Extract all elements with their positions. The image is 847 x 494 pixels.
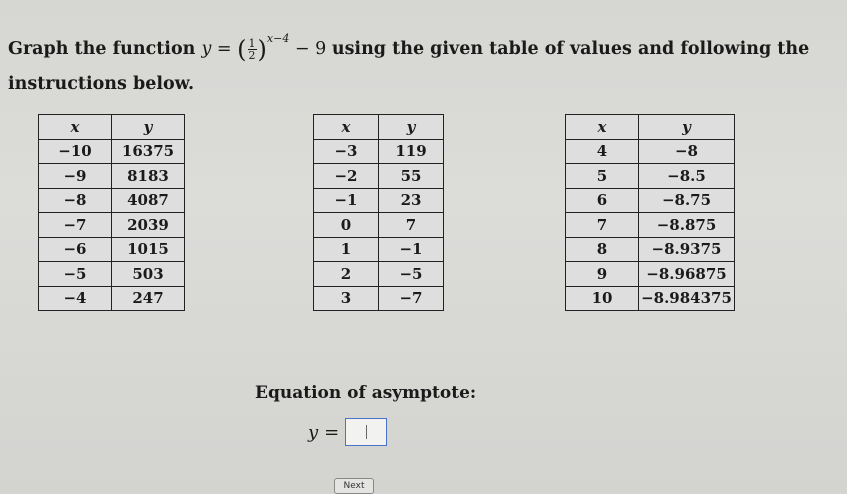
table-row [314,139,444,164]
table-row [314,164,444,189]
table-row [566,188,735,213]
table-row [566,262,735,287]
x-cell: −2 [314,164,379,189]
function-rest: − 9 [294,39,327,59]
instructions [8,22,844,101]
values-table-3 [565,114,735,311]
column-header-y: y [112,115,185,140]
table-row [39,286,185,311]
table-row [566,164,735,189]
asymptote-answer-input[interactable] [345,418,387,446]
y-cell: 55 [379,164,444,189]
x-cell: 10 [566,286,639,311]
asymptote-label: Equation of asymptote: [255,383,477,403]
y-cell: 16375 [112,139,185,164]
table-row [314,188,444,213]
x-cell: −5 [39,262,112,287]
instructions-suffix: using the given table of values and following the instructions below. [8,39,810,94]
table-row [314,213,444,238]
function-lhs: y = [201,39,232,59]
x-cell: −9 [39,164,112,189]
y-cell: 7 [379,213,444,238]
asymptote-equation [308,418,387,446]
x-cell: −8 [39,188,112,213]
x-cell: 2 [314,262,379,287]
y-cell: 8183 [112,164,185,189]
table-row [39,237,185,262]
column-header-y: y [379,115,444,140]
values-table-1 [38,114,185,311]
x-cell: −4 [39,286,112,311]
text-cursor [366,425,367,439]
function-expression: y = ( $\frac{1}{2}$ )$^{x-4}$ − 9 [201,32,327,64]
x-cell: 1 [314,237,379,262]
instructions-prefix: Graph the function [8,39,202,59]
y-cell: −8 [639,139,735,164]
y-cell: −5 [379,262,444,287]
y-cell: −8.9375 [639,237,735,262]
table-row [39,262,185,287]
y-cell: 2039 [112,213,185,238]
y-cell: −8.984375 [639,286,735,311]
y-cell: −8.5 [639,164,735,189]
x-cell: 9 [566,262,639,287]
next-button[interactable]: Next [334,478,374,494]
base-fraction: $\frac{1}{2}$ [248,37,256,62]
x-cell: −7 [39,213,112,238]
x-cell: 8 [566,237,639,262]
y-cell: 503 [112,262,185,287]
y-cell: 1015 [112,237,185,262]
x-cell: 7 [566,213,639,238]
table-row [314,286,444,311]
column-header-x: x [39,115,112,140]
table-row [39,139,185,164]
column-header-x: x [566,115,639,140]
table-row [566,237,735,262]
y-cell: 119 [379,139,444,164]
y-cell: 23 [379,188,444,213]
table-row [566,286,735,311]
x-cell: −1 [314,188,379,213]
y-cell: −1 [379,237,444,262]
table-row [39,188,185,213]
y-cell: 4087 [112,188,185,213]
y-cell: −8.875 [639,213,735,238]
x-cell: 5 [566,164,639,189]
x-cell: 0 [314,213,379,238]
y-cell: −8.96875 [639,262,735,287]
table-row [314,262,444,287]
table-row [39,213,185,238]
table-row [39,164,185,189]
table-row [566,213,735,238]
y-cell: 247 [112,286,185,311]
values-table-2 [313,114,444,311]
x-cell: −6 [39,237,112,262]
table-row [566,139,735,164]
y-cell: −8.75 [639,188,735,213]
x-cell: −10 [39,139,112,164]
table-row [314,237,444,262]
x-cell: 4 [566,139,639,164]
x-cell: 3 [314,286,379,311]
exponent: x−4 [266,32,290,45]
asymptote-variable: y [308,421,319,443]
y-cell: −7 [379,286,444,311]
column-header-x: x [314,115,379,140]
x-cell: −3 [314,139,379,164]
x-cell: 6 [566,188,639,213]
equals-sign: = [324,421,340,443]
column-header-y: y [639,115,735,140]
